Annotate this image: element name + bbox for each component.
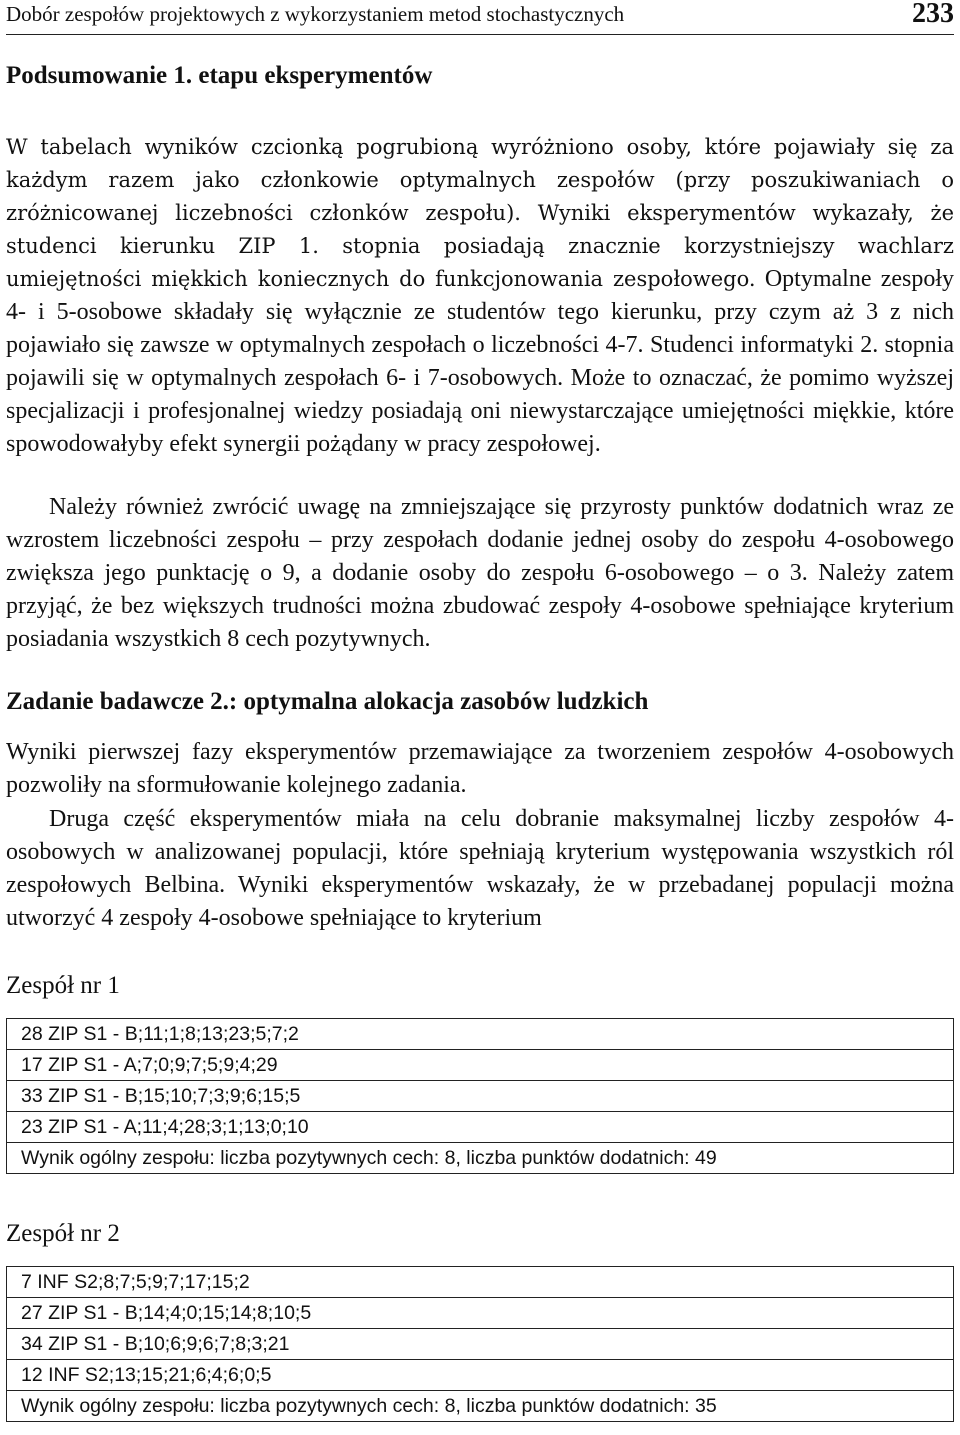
summary-paragraph-1	[6, 131, 954, 461]
team-2-title: Zespół nr 2	[6, 1220, 120, 1247]
task-paragraph-1	[6, 736, 954, 802]
team-member-cell: 17 ZIP S1 - A;7;0;9;7;5;9;4;29	[7, 1050, 954, 1081]
team-member-cell: 33 ZIP S1 - B;15;10;7;3;9;6;15;5	[7, 1081, 954, 1112]
running-title: Dobór zespołów projektowych z wykorzystaniem metod stochastycznych	[6, 2, 625, 26]
table-row	[7, 1112, 954, 1143]
team-member-cell: 34 ZIP S1 - B;10;6;9;6;7;8;3;21	[7, 1329, 954, 1360]
table-row	[7, 1391, 954, 1422]
team-member-cell: 23 ZIP S1 - A;11;4;28;3;1;13;0;10	[7, 1112, 954, 1143]
table-row	[7, 1081, 954, 1112]
team-1-table	[6, 1018, 954, 1174]
table-row	[7, 1329, 954, 1360]
task-paragraph-2-text: Druga część eksperymentów miała na celu dobranie maksymalnej liczby zespołów 4-osobowych w analizowanej populacji, które spełniają kryterium występowania wszystkich ról zespołowych Belbina. Wyniki eksperymentów wskazały, że w przebadanej populacji można utworzyć 4 zespoły 4-osobowe spełniające to kryterium	[6, 806, 954, 931]
table-row	[7, 1019, 954, 1050]
team-member-cell: 12 INF S2;13;15;21;6;4;6;0;5	[7, 1360, 954, 1391]
team-summary-cell: Wynik ogólny zespołu: liczba pozytywnych cech: 8, liczba punktów dodatnich: 49	[7, 1143, 954, 1174]
team-1-title: Zespół nr 1	[6, 972, 120, 999]
team-summary-cell: Wynik ogólny zespołu: liczba pozytywnych cech: 8, liczba punktów dodatnich: 35	[7, 1391, 954, 1422]
table-row	[7, 1298, 954, 1329]
summary-text-part-a: W tabelach wyników czcionką pogrubioną wyróżniono osoby, które pojawiały się za każdym razem jako członkowie optymalnych zespołów (przy poszukiwaniach o zróżnicowanej liczebności członków zespołu). Wyniki eksperymentów wykazały, że studenci kierunku ZIP 1. stopnia posiadają znacznie korzystniejszy wachlarz umiejętności miękkich koniecznych do funkcjonowania zespołowego.	[6, 135, 954, 291]
running-header	[6, 0, 954, 35]
team-member-cell: 7 INF S2;8;7;5;9;7;17;15;2	[7, 1267, 954, 1298]
table-row	[7, 1267, 954, 1298]
team-2-table	[6, 1266, 954, 1422]
task-paragraph-1-text: Wyniki pierwszej fazy eksperymentów przemawiające za tworzeniem zespołów 4-osobowych pozwoliły na sformułowanie kolejnego zadania.	[6, 739, 954, 798]
summary-paragraph-2-text: Należy również zwrócić uwagę na zmniejszające się przyrosty punktów dodatnich wraz ze wzrostem liczebności zespołu – przy zespołach dodanie jednej osoby do zespołu 4-osobowego zwiększa jego punktację o 9, a dodanie osoby do zespołu 6-osobowego – o 3. Należy zatem przyjąć, że bez większych trudności można zbudować zespoły 4-osobowe spełniające kryterium posiadania wszystkich 8 cech pozytywnych.	[6, 494, 954, 652]
summary-text-part-b: Optymalne zespoły 4- i 5-osobowe składały się wyłącznie ze studentów tego kierunku, przy czym aż 3 z nich pojawiało się zawsze w optymalnych zespołach o liczebności 4-7. Studenci informatyki 2. stopnia pojawili się w optymalnych zespołach 6- i 7-osobowych. Może to oznaczać, że pomimo wyższej specjalizacji i profesjonalnej wiedzy posiadają oni niewystarczające umiejętności miękkie, które spowodowałyby efekt synergii pożądany w pracy zespołowej.	[6, 266, 955, 457]
table-row	[7, 1050, 954, 1081]
summary-paragraph-2	[6, 491, 954, 656]
section-heading-summary: Podsumowanie 1. etapu eksperymentów	[6, 62, 433, 89]
team-member-cell: 28 ZIP S1 - B;11;1;8;13;23;5;7;2	[7, 1019, 954, 1050]
table-row	[7, 1143, 954, 1174]
section-heading-task-2: Zadanie badawcze 2.: optymalna alokacja zasobów ludzkich	[6, 688, 649, 715]
team-member-cell: 27 ZIP S1 - B;14;4;0;15;14;8;10;5	[7, 1298, 954, 1329]
table-row	[7, 1360, 954, 1391]
task-paragraph-2	[6, 803, 954, 935]
page-number: 233	[912, 0, 954, 29]
